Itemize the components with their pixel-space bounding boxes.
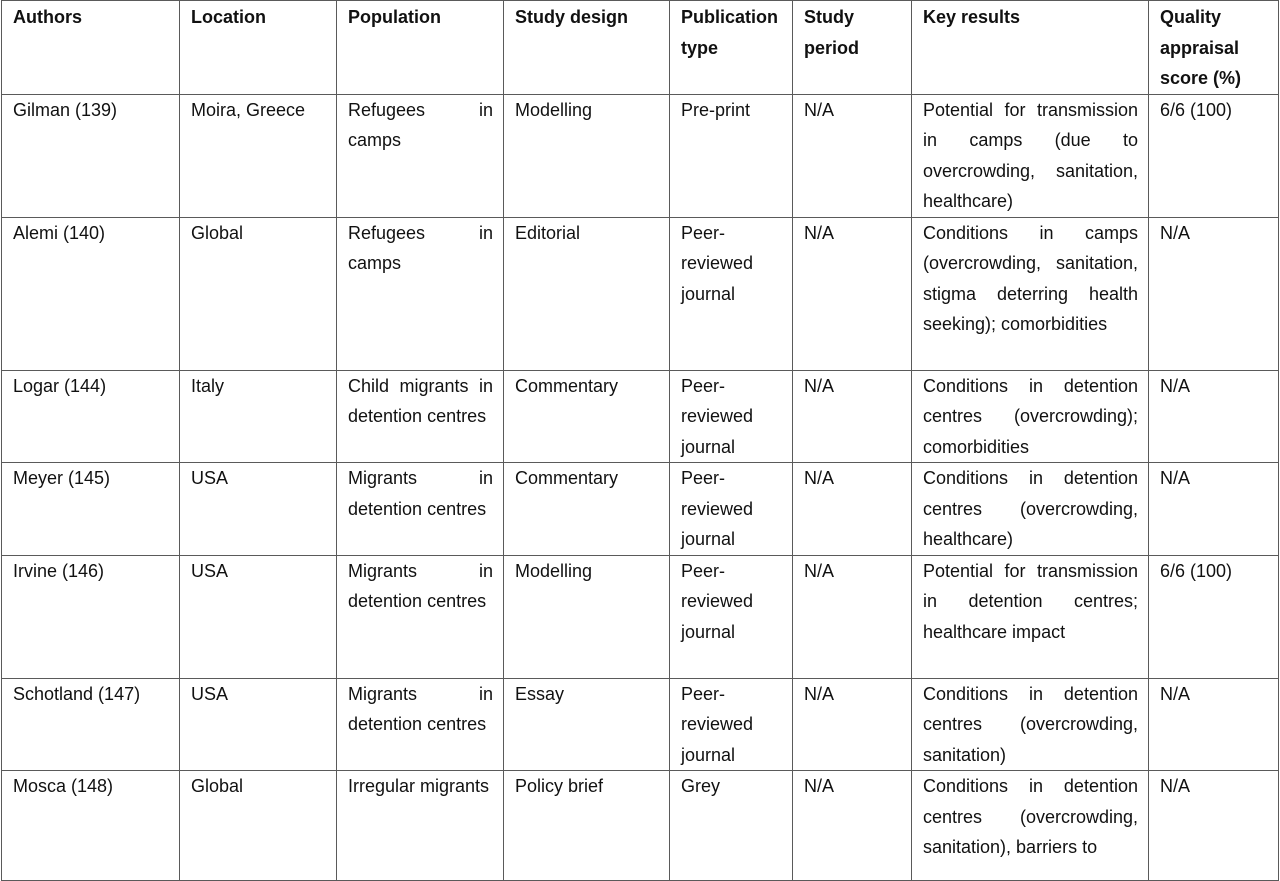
cell-key-results: Conditions in detention centres (overcrowding, sanitation)	[912, 678, 1149, 771]
header-key-results: Key results	[912, 1, 1149, 95]
cell-quality-score: 6/6 (100)	[1149, 555, 1279, 678]
cell-authors: Schotland (147)	[2, 678, 180, 771]
cell-publication-type: Peer-reviewed journal	[670, 463, 793, 556]
cell-authors: Irvine (146)	[2, 555, 180, 678]
cell-study-design: Commentary	[504, 463, 670, 556]
cell-study-period: N/A	[793, 555, 912, 678]
cell-key-results: Potential for transmission in camps (due to overcrowding, sanitation, healthcare)	[912, 94, 1149, 217]
cell-population: Refugees in camps	[337, 94, 504, 217]
cell-publication-type: Peer-reviewed journal	[670, 217, 793, 370]
cell-quality-score: N/A	[1149, 771, 1279, 881]
cell-publication-type: Grey	[670, 771, 793, 881]
cell-key-results: Conditions in detention centres (overcrowding, healthcare)	[912, 463, 1149, 556]
cell-study-period: N/A	[793, 217, 912, 370]
table-row	[2, 678, 1279, 771]
cell-population: Migrants in detention centres	[337, 463, 504, 556]
header-study-period: Study period	[793, 1, 912, 95]
cell-location: Italy	[180, 370, 337, 463]
cell-quality-score: N/A	[1149, 678, 1279, 771]
cell-key-results: Potential for transmission in detention centres; healthcare impact	[912, 555, 1149, 678]
cell-study-period: N/A	[793, 463, 912, 556]
cell-quality-score: N/A	[1149, 370, 1279, 463]
cell-study-period: N/A	[793, 94, 912, 217]
table-row	[2, 555, 1279, 678]
cell-publication-type: Peer-reviewed journal	[670, 555, 793, 678]
cell-location: Global	[180, 771, 337, 881]
header-quality-score: Quality appraisal score (%)	[1149, 1, 1279, 95]
cell-population: Child migrants in detention centres	[337, 370, 504, 463]
cell-location: Moira, Greece	[180, 94, 337, 217]
cell-authors: Alemi (140)	[2, 217, 180, 370]
cell-publication-type: Peer-reviewed journal	[670, 678, 793, 771]
table-row	[2, 94, 1279, 217]
cell-study-period: N/A	[793, 370, 912, 463]
cell-study-design: Modelling	[504, 94, 670, 217]
table-row	[2, 771, 1279, 881]
cell-location: USA	[180, 463, 337, 556]
header-study-design: Study design	[504, 1, 670, 95]
cell-key-results: Conditions in detention centres (overcrowding); comorbidities	[912, 370, 1149, 463]
cell-location: USA	[180, 678, 337, 771]
cell-quality-score: N/A	[1149, 463, 1279, 556]
cell-location: USA	[180, 555, 337, 678]
cell-publication-type: Peer-reviewed journal	[670, 370, 793, 463]
cell-population: Refugees in camps	[337, 217, 504, 370]
cell-authors: Mosca (148)	[2, 771, 180, 881]
cell-study-period: N/A	[793, 771, 912, 881]
study-characteristics-table	[1, 0, 1279, 881]
cell-study-design: Modelling	[504, 555, 670, 678]
cell-study-design: Essay	[504, 678, 670, 771]
cell-population: Migrants in detention centres	[337, 555, 504, 678]
cell-quality-score: 6/6 (100)	[1149, 94, 1279, 217]
header-authors: Authors	[2, 1, 180, 95]
cell-key-results: Conditions in camps (overcrowding, sanitation, stigma deterring health seeking); comorbidities	[912, 217, 1149, 370]
cell-study-design: Editorial	[504, 217, 670, 370]
table-row	[2, 217, 1279, 370]
cell-authors: Logar (144)	[2, 370, 180, 463]
table-header-row	[2, 1, 1279, 95]
cell-authors: Meyer (145)	[2, 463, 180, 556]
cell-population: Migrants in detention centres	[337, 678, 504, 771]
cell-key-results: Conditions in detention centres (overcrowding, sanitation), barriers to	[912, 771, 1149, 881]
cell-publication-type: Pre-print	[670, 94, 793, 217]
header-publication-type: Publication type	[670, 1, 793, 95]
cell-study-design: Policy brief	[504, 771, 670, 881]
study-characteristics-table-page	[1, 0, 1278, 881]
cell-study-design: Commentary	[504, 370, 670, 463]
cell-population: Irregular migrants	[337, 771, 504, 881]
cell-location: Global	[180, 217, 337, 370]
header-population: Population	[337, 1, 504, 95]
table-row	[2, 370, 1279, 463]
cell-authors: Gilman (139)	[2, 94, 180, 217]
table-row	[2, 463, 1279, 556]
header-location: Location	[180, 1, 337, 95]
cell-study-period: N/A	[793, 678, 912, 771]
cell-quality-score: N/A	[1149, 217, 1279, 370]
